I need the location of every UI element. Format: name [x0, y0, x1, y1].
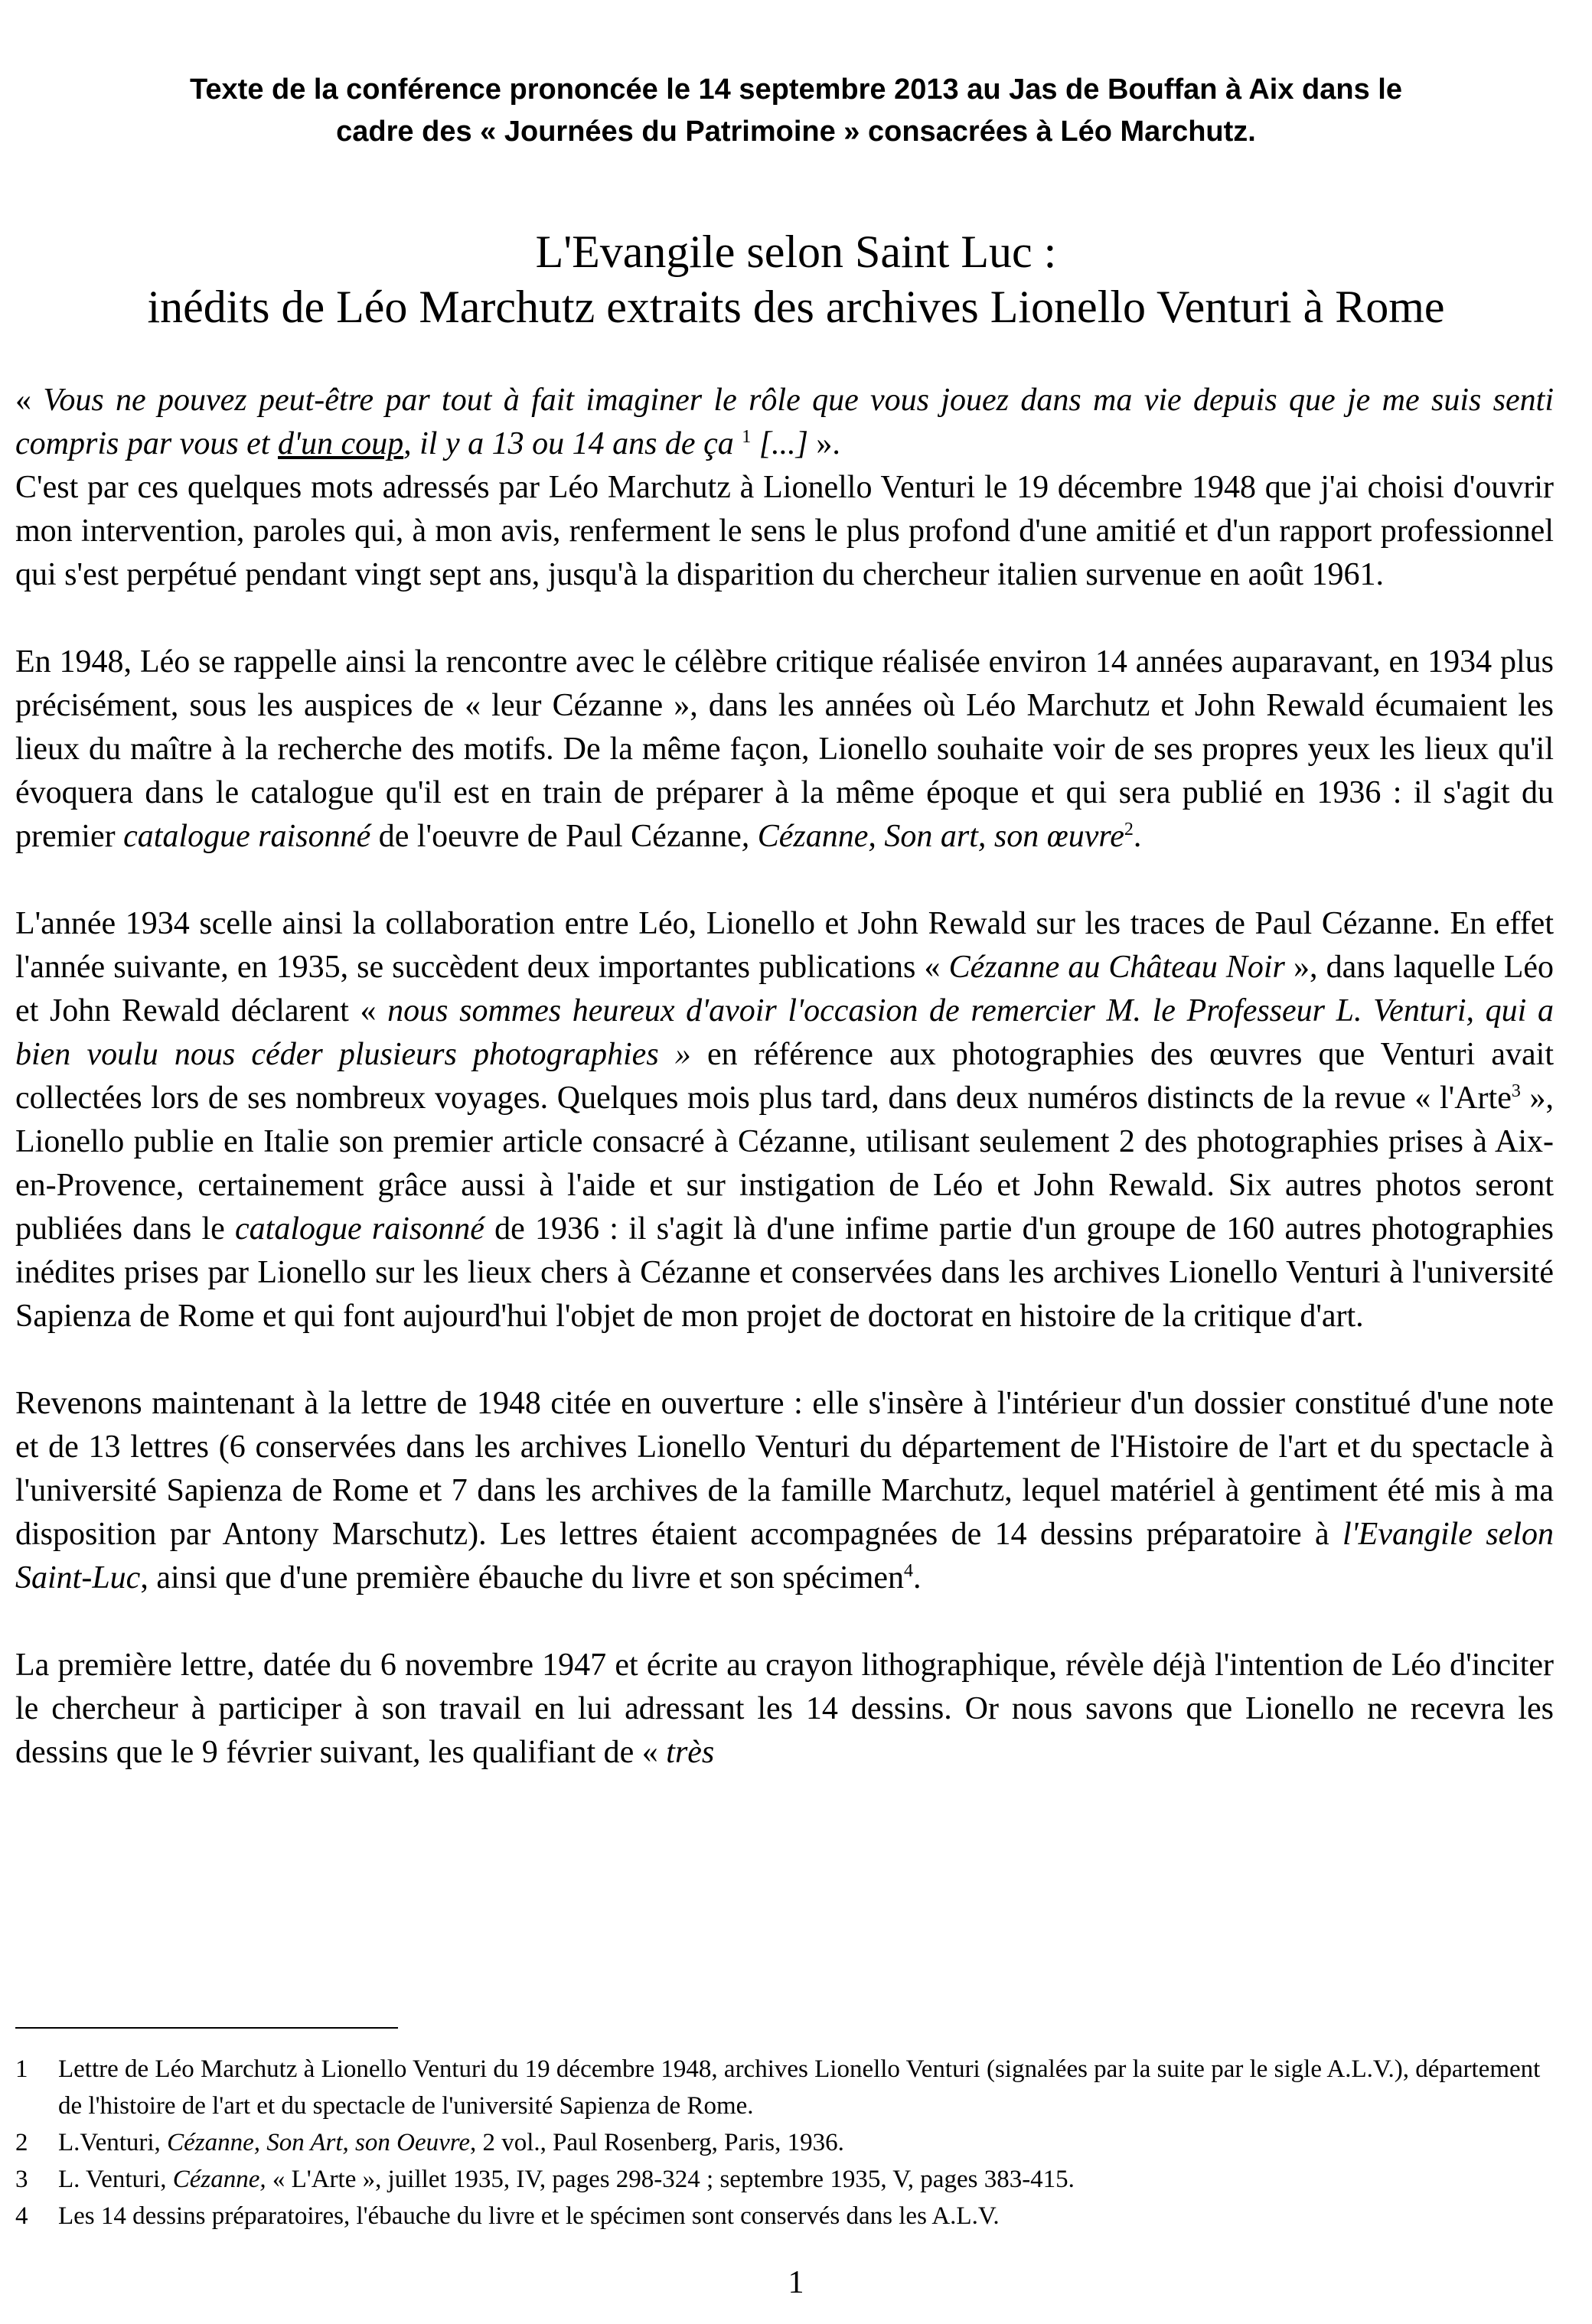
footnote-ref-3: 3 — [1511, 1081, 1521, 1101]
p4-text-c: . — [913, 1560, 922, 1596]
footnote-text — [58, 2161, 1554, 2198]
footnote-3-text-a: L. Venturi, — [58, 2166, 173, 2193]
p3-italic-1: Cézanne au Château Noir — [948, 950, 1285, 985]
footnote-2-text-a: L.Venturi, — [58, 2129, 168, 2156]
p4-text-a: Revenons maintenant à la lettre de 1948 citée en ouverture : elle s'insère à l'intérieur d'un dossier constitué d'une note et de 13 lettres (6 conservées dans les archives Lionello Venturi du département de l'Histoire de l'art et du spectacle à l'université Sapienza de Rome et 7 dans les archives de la famille Marchutz, lequel matériel à gentiment été mis à ma disposition par Antony Marschutz). Les lettres étaient accompagnées de 14 dessins préparatoire à — [15, 1386, 1554, 1552]
title-line-2: inédits de Léo Marchutz extraits des archives Lionello Venturi à Rome — [147, 282, 1445, 332]
paragraph-1: C'est par ces quelques mots adressés par Léo Marchutz à Lionello Venturi le 19 décembre 1948 que j'ai choisi d'ouvrir mon intervention, paroles qui, à mon avis, renferment le sens le plus profond d'une amitié et d'un rapport professionnel qui s'est perpétué pendant vingt sept ans, jusqu'à la disparition du chercheur italien survenue en août 1961. — [15, 470, 1554, 592]
p4-text-b: , ainsi que d'une première ébauche du livre et son spécimen — [140, 1560, 905, 1596]
quote-underlined: d'un coup — [277, 426, 404, 461]
paragraph-3 — [15, 902, 1554, 1338]
footnote-1 — [15, 2051, 1554, 2124]
paragraph-2 — [15, 640, 1554, 859]
footnote-text: Les 14 dessins préparatoires, l'ébauche du livre et le spécimen sont conservés dans les A.L.V. — [58, 2202, 1000, 2230]
p3-text-c: en référence aux photographies des œuvres que Venturi avait collectées lors de ses nombreux voyages. Quelques mois plus tard, dans deux numéros distincts de la revue « l'Arte — [15, 1037, 1554, 1116]
quote-text-a: Vous ne pouvez peut-être par tout à fait imaginer le rôle que vous jouez dans ma vie depuis que je me suis senti compris par vous et — [15, 383, 1554, 461]
footnote-3-text-b: « L'Arte », juillet 1935, IV, pages 298-324 ; septembre 1935, V, pages 383-415. — [266, 2166, 1075, 2193]
p3-italic-2: nous sommes heureux d'avoir l'occasion de remercier M. le Professeur L. Venturi, qui a bien voulu nous céder plusieurs photographies » — [15, 993, 1554, 1072]
document-body — [15, 379, 1554, 1775]
footnote-number: 1 — [15, 2055, 28, 2083]
opening-quote — [15, 379, 1554, 466]
paragraph-5 — [15, 1644, 1554, 1775]
p3-text-b: », dans laquelle Léo et John Rewald déclarent « — [15, 950, 1554, 1028]
p4-italic-1: l'Evangile selon Saint-Luc — [15, 1517, 1554, 1596]
footnote-2-italic: Cézanne, Son Art, son Oeuvre — [167, 2129, 471, 2156]
footnote-ref-4: 4 — [904, 1561, 914, 1581]
header-line-1: Texte de la conférence prononcée le 14 septembre 2013 au Jas de Bouffan à Aix dans le — [190, 73, 1402, 106]
header-line-2: cadre des « Journées du Patrimoine » consacrées à Léo Marchutz. — [336, 116, 1256, 148]
footnote-text: Lettre de Léo Marchutz à Lionello Venturi du 19 décembre 1948, archives Lionello Venturi (signalées par la suite par le sigle A.L.V.), département de l'histoire de l'art et du spectacle de l'université Sapienza de Rome. — [58, 2055, 1541, 2120]
p3-italic-3: catalogue raisonné — [235, 1211, 484, 1247]
p2-text-a: En 1948, Léo se rappelle ainsi la rencontre avec le célèbre critique réalisée environ 14 années auparavant, en 1934 plus précisément, sous les auspices de « leur Cézanne », dans les années où Léo Marchutz et John Rewald écumaient les lieux du maître à la recherche des motifs. De la même façon, Lionello souhaite voir de ses propres yeux les lieux qu'il évoquera dans le catalogue qu'il est en train de préparer à la même époque et qui sera publié en 1936 : il s'agit du premier — [15, 644, 1554, 854]
footnote-separator — [15, 2027, 398, 2029]
quote-text-c: [...] — [751, 426, 808, 461]
quote-close-mark: ». — [807, 426, 840, 461]
footnote-number: 4 — [15, 2202, 28, 2230]
page-number: 1 — [788, 2265, 804, 2300]
document-title — [46, 224, 1546, 334]
footnote-3-italic: Cézanne, — [172, 2166, 266, 2193]
footnote-ref-1: 1 — [742, 427, 752, 447]
p2-text-b: de l'oeuvre de Paul Cézanne — [370, 819, 742, 854]
quote-text-b: , il y a 13 ou 14 ans de ça — [403, 426, 742, 461]
footnote-2 — [15, 2124, 1554, 2161]
footnote-4 — [15, 2198, 1554, 2234]
footnote-number: 2 — [15, 2129, 28, 2156]
p3-text-d: », Lionello publie en Italie son premier article consacré à Cézanne, utilisant seulement 2 des photographies prises à Aix-en-Provence, certainement grâce aussi à l'aide et sur instigation de Léo et John Rewald. Six autres photos seront publiées dans le — [15, 1081, 1554, 1247]
p2-italic-2: , Cézanne, Son art, son œuvre — [741, 819, 1124, 854]
footnote-number: 3 — [15, 2166, 28, 2193]
p2-text-c: . — [1133, 819, 1142, 854]
footnote-3 — [15, 2161, 1554, 2198]
footnotes — [15, 2051, 1554, 2234]
title-line-1: L'Evangile selon Saint Luc : — [535, 227, 1057, 277]
p3-text-a: L'année 1934 scelle ainsi la collaboration entre Léo, Lionello et John Rewald sur les traces de Paul Cézanne. En effet l'année suivante, en 1935, se succèdent deux importantes publications « — [15, 906, 1554, 985]
p2-italic-1: catalogue raisonné — [123, 819, 371, 854]
footnote-2-text-b: , 2 vol., Paul Rosenberg, Paris, 1936. — [470, 2129, 844, 2156]
p5-italic-1: très — [666, 1735, 715, 1770]
p5-text-a: La première lettre, datée du 6 novembre 1947 et écrite au crayon lithographique, révèle déjà l'intention de Léo d'inciter le chercheur à participer à son travail en lui adressant les 14 dessins. Or nous savons que Lionello ne recevra les dessins que le 9 février suivant, les qualifiant de « — [15, 1648, 1554, 1770]
quote-open-mark: « — [15, 383, 44, 418]
paragraph-4 — [15, 1382, 1554, 1600]
footnote-ref-2: 2 — [1124, 820, 1134, 839]
footnote-text — [58, 2124, 1554, 2161]
conference-header — [46, 69, 1546, 153]
p3-text-e: de 1936 : il s'agit là d'une infime partie d'un groupe de 160 autres photographies inédites prises par Lionello sur les lieux chers à Cézanne et conservées dans les archives Lionello Venturi à l'université Sapienza de Rome et qui font aujourd'hui l'objet de mon projet de doctorat en histoire de la critique d'art. — [15, 1211, 1554, 1334]
